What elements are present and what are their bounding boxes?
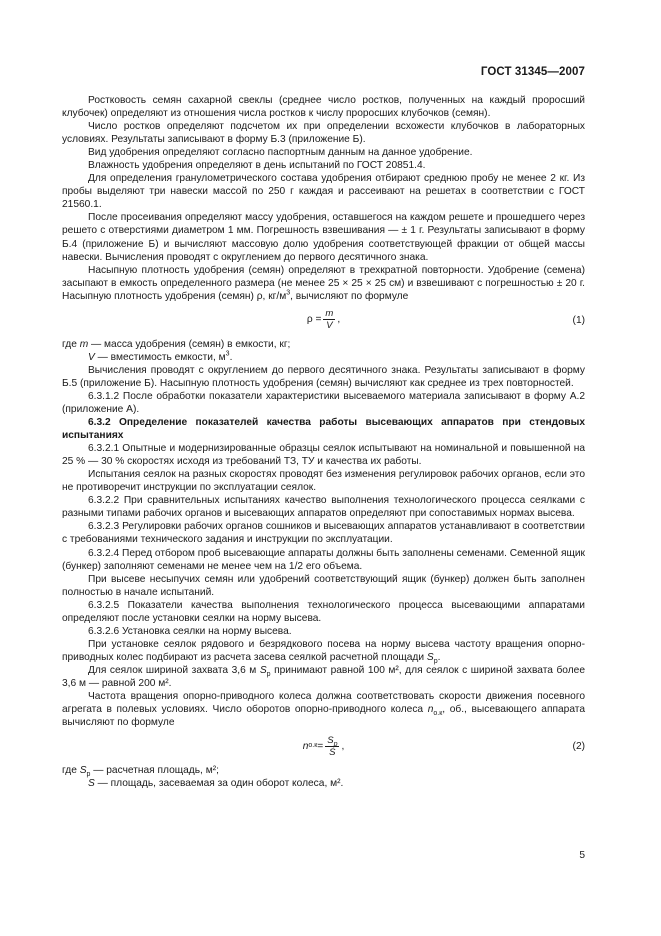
paragraph-text: , вычисляют по формуле [290,290,409,302]
variable: m [79,338,89,350]
subscript: р [266,670,271,678]
fraction-denominator: V [326,320,333,332]
paragraph [62,638,585,664]
where-clause [62,777,585,790]
paragraph-end: . [437,651,441,663]
paragraph: Ростковость семян сахарной свеклы (среднее число ростков, полученных на каждый проросший клубочек) определяют из отношения числа ростков к числу проросших клубочков (семян). [62,95,585,120]
formula-tail: , [337,314,341,326]
paragraph: При высеве несыпучих семян или удобрений соответствующий ящик (бункер) должен быть заполнен полностью в начале испытаний. [62,573,585,598]
superscript: 3 [286,289,291,297]
paragraph: Влажность удобрения определяют в день испытаний по ГОСТ 20851.4. [88,160,426,172]
formula-1 [62,305,585,335]
formula-fraction [323,308,335,331]
formula-number: (1) [572,314,585,326]
where-clause [62,764,585,777]
paragraph: Испытания сеялок на разных скоростях проводят без изменения регулировок рабочих органов, если это не противоречит инструкции по эксплуатации сеялок. [62,469,585,494]
paragraph: Вычисления проводят с округлением до первого десятичного знака. Результаты записывают в форму Б.5 (приложение Б). Насыпную плотность удобрения (семян) вычисляют как среднее из трех повторностей. [62,364,585,389]
paragraph: 6.3.2.6 Установка сеялки на норму высева. [88,625,292,637]
page-body [62,94,585,790]
where-prefix: где [62,338,80,350]
subscript: о.к [433,710,443,718]
paragraph: Для определения гранулометрического состава удобрения отбирают среднюю пробу не менее 2 кг. Из пробы выделяют три навески массой по 250 г каждая и рассеивают на решетах в соответствии с ГОСТ 21560.1. [62,173,585,211]
variable: S [88,778,95,790]
subscript: р [433,657,438,665]
superscript: 3 [225,350,230,358]
paragraph-text: Частота вращения опорно-приводного колеса должна соответствовать скорости движения посевного агрегата в полевых условиях. Число оборотов опорно-приводного колеса [62,691,585,716]
where-clause [62,338,585,351]
where-prefix: где [62,765,80,777]
paragraph: 6.3.2.4 Перед отбором проб высевающие аппараты должны быть заполнены семенами. Семенной ящик (бункер) заполняют семенами не менее чем на 1/2 его объема. [62,547,585,572]
where-text: — расчетная площадь, м²; [90,765,219,777]
where-end: . [229,351,233,363]
where-clause [62,351,585,364]
page-number: 5 [579,850,585,861]
paragraph: 6.3.2.1 Опытные и модернизированные образцы сеялок испытывают на номинальной и повышенной на 25 % — 30 % скоростях исходя из требований ТЗ, ТУ и качества их работы. [62,443,585,468]
formula-fraction [325,735,339,758]
formula-equals: = [317,740,324,752]
paragraph-text: , об., высевающего аппарата вычисляют по формуле [62,704,585,729]
paragraph-text: При установке сеялок рядового и безрядкового посева на норму высева частоту вращения опорно-приводных колес подбирают из расчета засева сеялкой расчетной площади [62,638,585,663]
formula-tail: , [341,740,345,752]
where-text: — масса удобрения (семян) в емкости, кг; [88,338,291,350]
subscript: р [333,740,338,748]
formula-2: n о.к = $\frac{S_р}{S}$ , (2) [302,734,585,758]
paragraph: 6.3.2.3 Регулировки рабочих органов сошников и высевающих аппаратов устанавливают в соответствии с требованиями технического задания и инструкции по эксплуатации. [62,521,585,546]
paragraph: Вид удобрения определяют согласно паспортным данным на данное удобрение. [88,147,473,159]
variable: S [327,734,334,746]
where-text: — вместимость емкости, м [94,351,226,363]
subscript: р [86,771,91,779]
paragraph [62,690,585,729]
formula-lhs-variable: n [302,740,309,752]
variable: n [427,704,434,716]
paragraph [62,664,585,690]
paragraph: Число ростков определяют подсчетом их при определении всхожести клубочков в лабораторных условиях. Результаты записывают в форму Б.3 (приложение Б). [62,121,585,146]
paragraph-text: Насыпную плотность удобрения (семян) определяют в трехкратной повторности. Удобрение (семена) засыпают в емкость определенного размера (не менее 25 × 25 × 25 см) и взвешивают с погрешностью ± 20 г. Насыпную плотность удобрения (семян) ρ, кг/м [62,264,585,302]
paragraph: 6.3.2.5 Показатели качества выполнения технологического процесса высевающими аппаратами определяют после установки сеялки на норму высева. [62,599,585,624]
paragraph: 6.3.2.2 При сравнительных испытаниях качество выполнения технологического процесса сеялками с разными типами рабочих органов и высевающих аппаратов определяют при сопоставимых нормах высева. [62,495,585,520]
paragraph [62,264,585,303]
variable: S [259,664,267,676]
variable: S [79,765,87,777]
fraction-numerator [325,735,339,747]
paragraph: 6.3.1.2 После обработки показатели характеристики высеваемого материала записывают в форму А.2 (приложение А). [62,390,585,415]
paragraph: После просеивания определяют массу удобрения, оставшегося на каждом решете и прошедшего через решето с отверстиями диаметром 1 мм. Погрешность взвешивания — ± 1 г. Результаты записывают в форму Б.4 (приложение Б) и вычисляют массовую долю удобрения соответствующей фракции от общей массы навески. Вычисления проводят с округлением до первого десятичного знака. [62,212,585,263]
fraction-denominator: S [329,746,336,758]
fraction-numerator: m [325,308,334,320]
formula-number: (2) [572,741,585,753]
formula-lhs: ρ = [306,314,322,326]
where-text: — площадь, засеваемая за один оборот колеса, м². [94,778,344,790]
variable: V [88,351,95,363]
variable: S [426,651,434,663]
document-code-header: ГОСТ 31345—2007 [480,66,585,78]
section-heading: 6.3.2 Определение показателей качества работы высевающих аппаратов при стендовых испытаниях [62,417,585,442]
paragraph-text: Для сеялок шириной захвата 3,6 м [88,664,260,676]
paragraph-text: принимают равной 100 м², для сеялок с шириной захвата более 3,6 м — равной 200 м². [62,664,586,689]
